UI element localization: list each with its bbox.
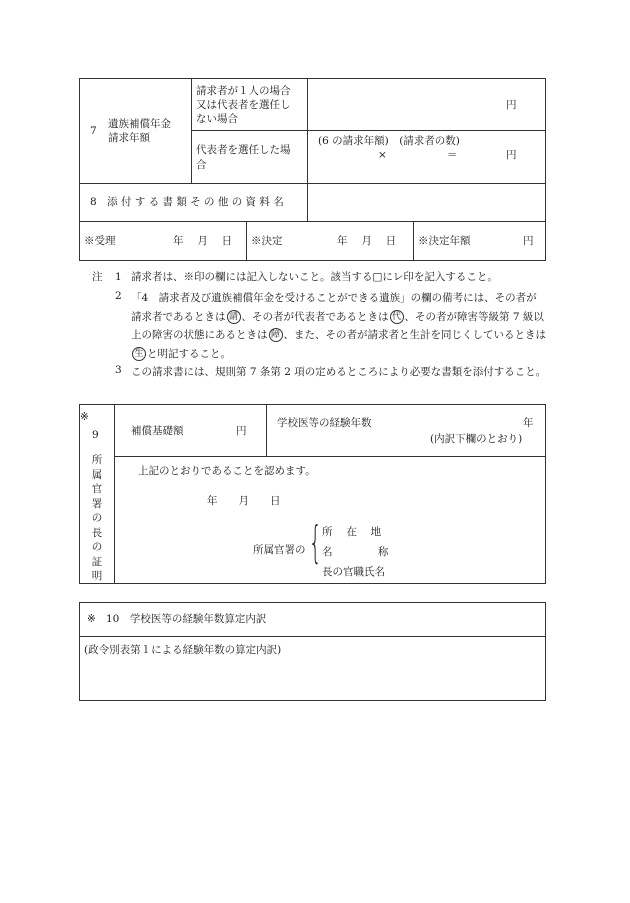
note3-number: 3 (115, 364, 122, 376)
formula-header: (6 の請求年額) (請求者の数) (318, 135, 460, 147)
note2-circle-sei: 請 (227, 310, 241, 324)
section9-mark: ※ (80, 411, 89, 423)
certify-date: 年 月 日 (207, 495, 281, 507)
case1-line1: 請求者が１人の場合 (196, 85, 291, 97)
note2-text (131, 289, 547, 363)
note2-circle-sho: 障 (269, 328, 283, 342)
notes-prefix: 注 (92, 271, 103, 283)
brace-icon: { (309, 517, 322, 568)
note2-circle-dai: 代 (390, 310, 404, 324)
note2-number: 2 (115, 290, 122, 302)
row7-label-line1: 遺族補償年金 (108, 118, 171, 130)
row8-value-divider (307, 183, 308, 221)
receipt-divider-2 (413, 221, 414, 261)
base-amount-label: 補償基礎額 (131, 425, 184, 437)
row7-divider (191, 130, 546, 131)
row8-label: 8 添 付 す る 書 類 そ の 他 の 資 料 名 (90, 196, 284, 208)
received-date: 年 月 日 (173, 235, 233, 247)
vchar: 官 (91, 483, 103, 495)
section9-vertical-title (91, 453, 103, 584)
row7-label-line2: 請求年額 (108, 132, 150, 144)
note1-number: 1 (115, 271, 122, 283)
section9-side-divider (114, 404, 115, 584)
receipt-divider-1 (246, 221, 247, 261)
section9-number: 9 (92, 429, 99, 441)
case1-line2: 又は代表者を選任し (196, 99, 291, 111)
note2-part-e: と明記すること。 (147, 347, 231, 360)
section9-header-mid-divider (266, 404, 267, 456)
case1-line3: ない場合 (196, 113, 238, 125)
decided-amount-unit: 円 (523, 235, 534, 247)
vchar: の (91, 512, 103, 524)
decided-amount-label: ※決定年額 (418, 235, 471, 247)
case2-unit: 円 (506, 149, 517, 161)
certify-text: 上記のとおりであることを認めます。 (138, 465, 316, 477)
case1-unit: 円 (506, 99, 517, 111)
vchar: 属 (91, 468, 103, 481)
section10-title: 10 学校医等の経験年数算定内訳 (106, 613, 267, 625)
vchar: の (91, 541, 103, 553)
formula-equals: ＝ (447, 149, 458, 161)
note2-part-d: 、また、その者が請求者と生計を同じくしているときは (283, 329, 546, 341)
vchar: 証 (91, 555, 103, 568)
breakdown-note: (内訳下欄のとおり) (430, 433, 523, 445)
decided-label: ※決定 (251, 235, 283, 247)
note2-part-b: 、その者が代表者であるときは (241, 310, 389, 323)
experience-label: 学校医等の経験年数 (277, 417, 372, 429)
experience-unit: 年 (523, 417, 534, 429)
note2-circle-sei2: 生 (132, 347, 146, 361)
note2-part-c: 、その者が障害等級第 7 級以上の障害の状態にあるときは (131, 310, 544, 341)
case2-line2: 合 (196, 159, 207, 171)
note3-text: この請求書には、規則第 7 条第 2 項の定めるところにより必要な書類を添付すること。 (131, 366, 547, 378)
note2-part-a: 「4 請求者及び遺族補償年金を受けることができる遺族」の欄の備考には、その者が請求者であるときは (131, 292, 537, 323)
receipt-divider (79, 221, 546, 222)
upper-table (79, 78, 546, 261)
section9-header-divider (114, 456, 546, 457)
vchar: 所 (91, 454, 103, 466)
received-label: ※受理 (84, 235, 116, 247)
row8-divider (79, 183, 546, 184)
vchar: 明 (91, 570, 103, 582)
decided-date: 年 月 日 (337, 235, 397, 247)
base-amount-unit: 円 (236, 425, 247, 437)
vchar: 署 (91, 497, 103, 510)
section10-subtitle: (政令別表第１による経験年数の算定内訳) (84, 644, 282, 656)
name-label: 名 称 (322, 546, 389, 558)
office-label: 所属官署の (253, 544, 306, 556)
case2-line1: 代表者を選任した場 (196, 144, 291, 156)
row7-number: 7 (90, 125, 97, 137)
section10-mark: ※ (87, 613, 96, 625)
row7-label-divider (191, 78, 192, 183)
head-label: 長の官職氏名 (322, 566, 385, 578)
section10-divider (79, 636, 546, 637)
formula-times: × (378, 149, 387, 161)
row7-value-divider (307, 78, 308, 183)
vchar: 長 (91, 526, 103, 539)
address-label: 所 在 地 (322, 526, 382, 538)
note1-text: 請求者は、※印の欄には記入しないこと。該当する□にレ印を記入すること。 (131, 271, 498, 283)
